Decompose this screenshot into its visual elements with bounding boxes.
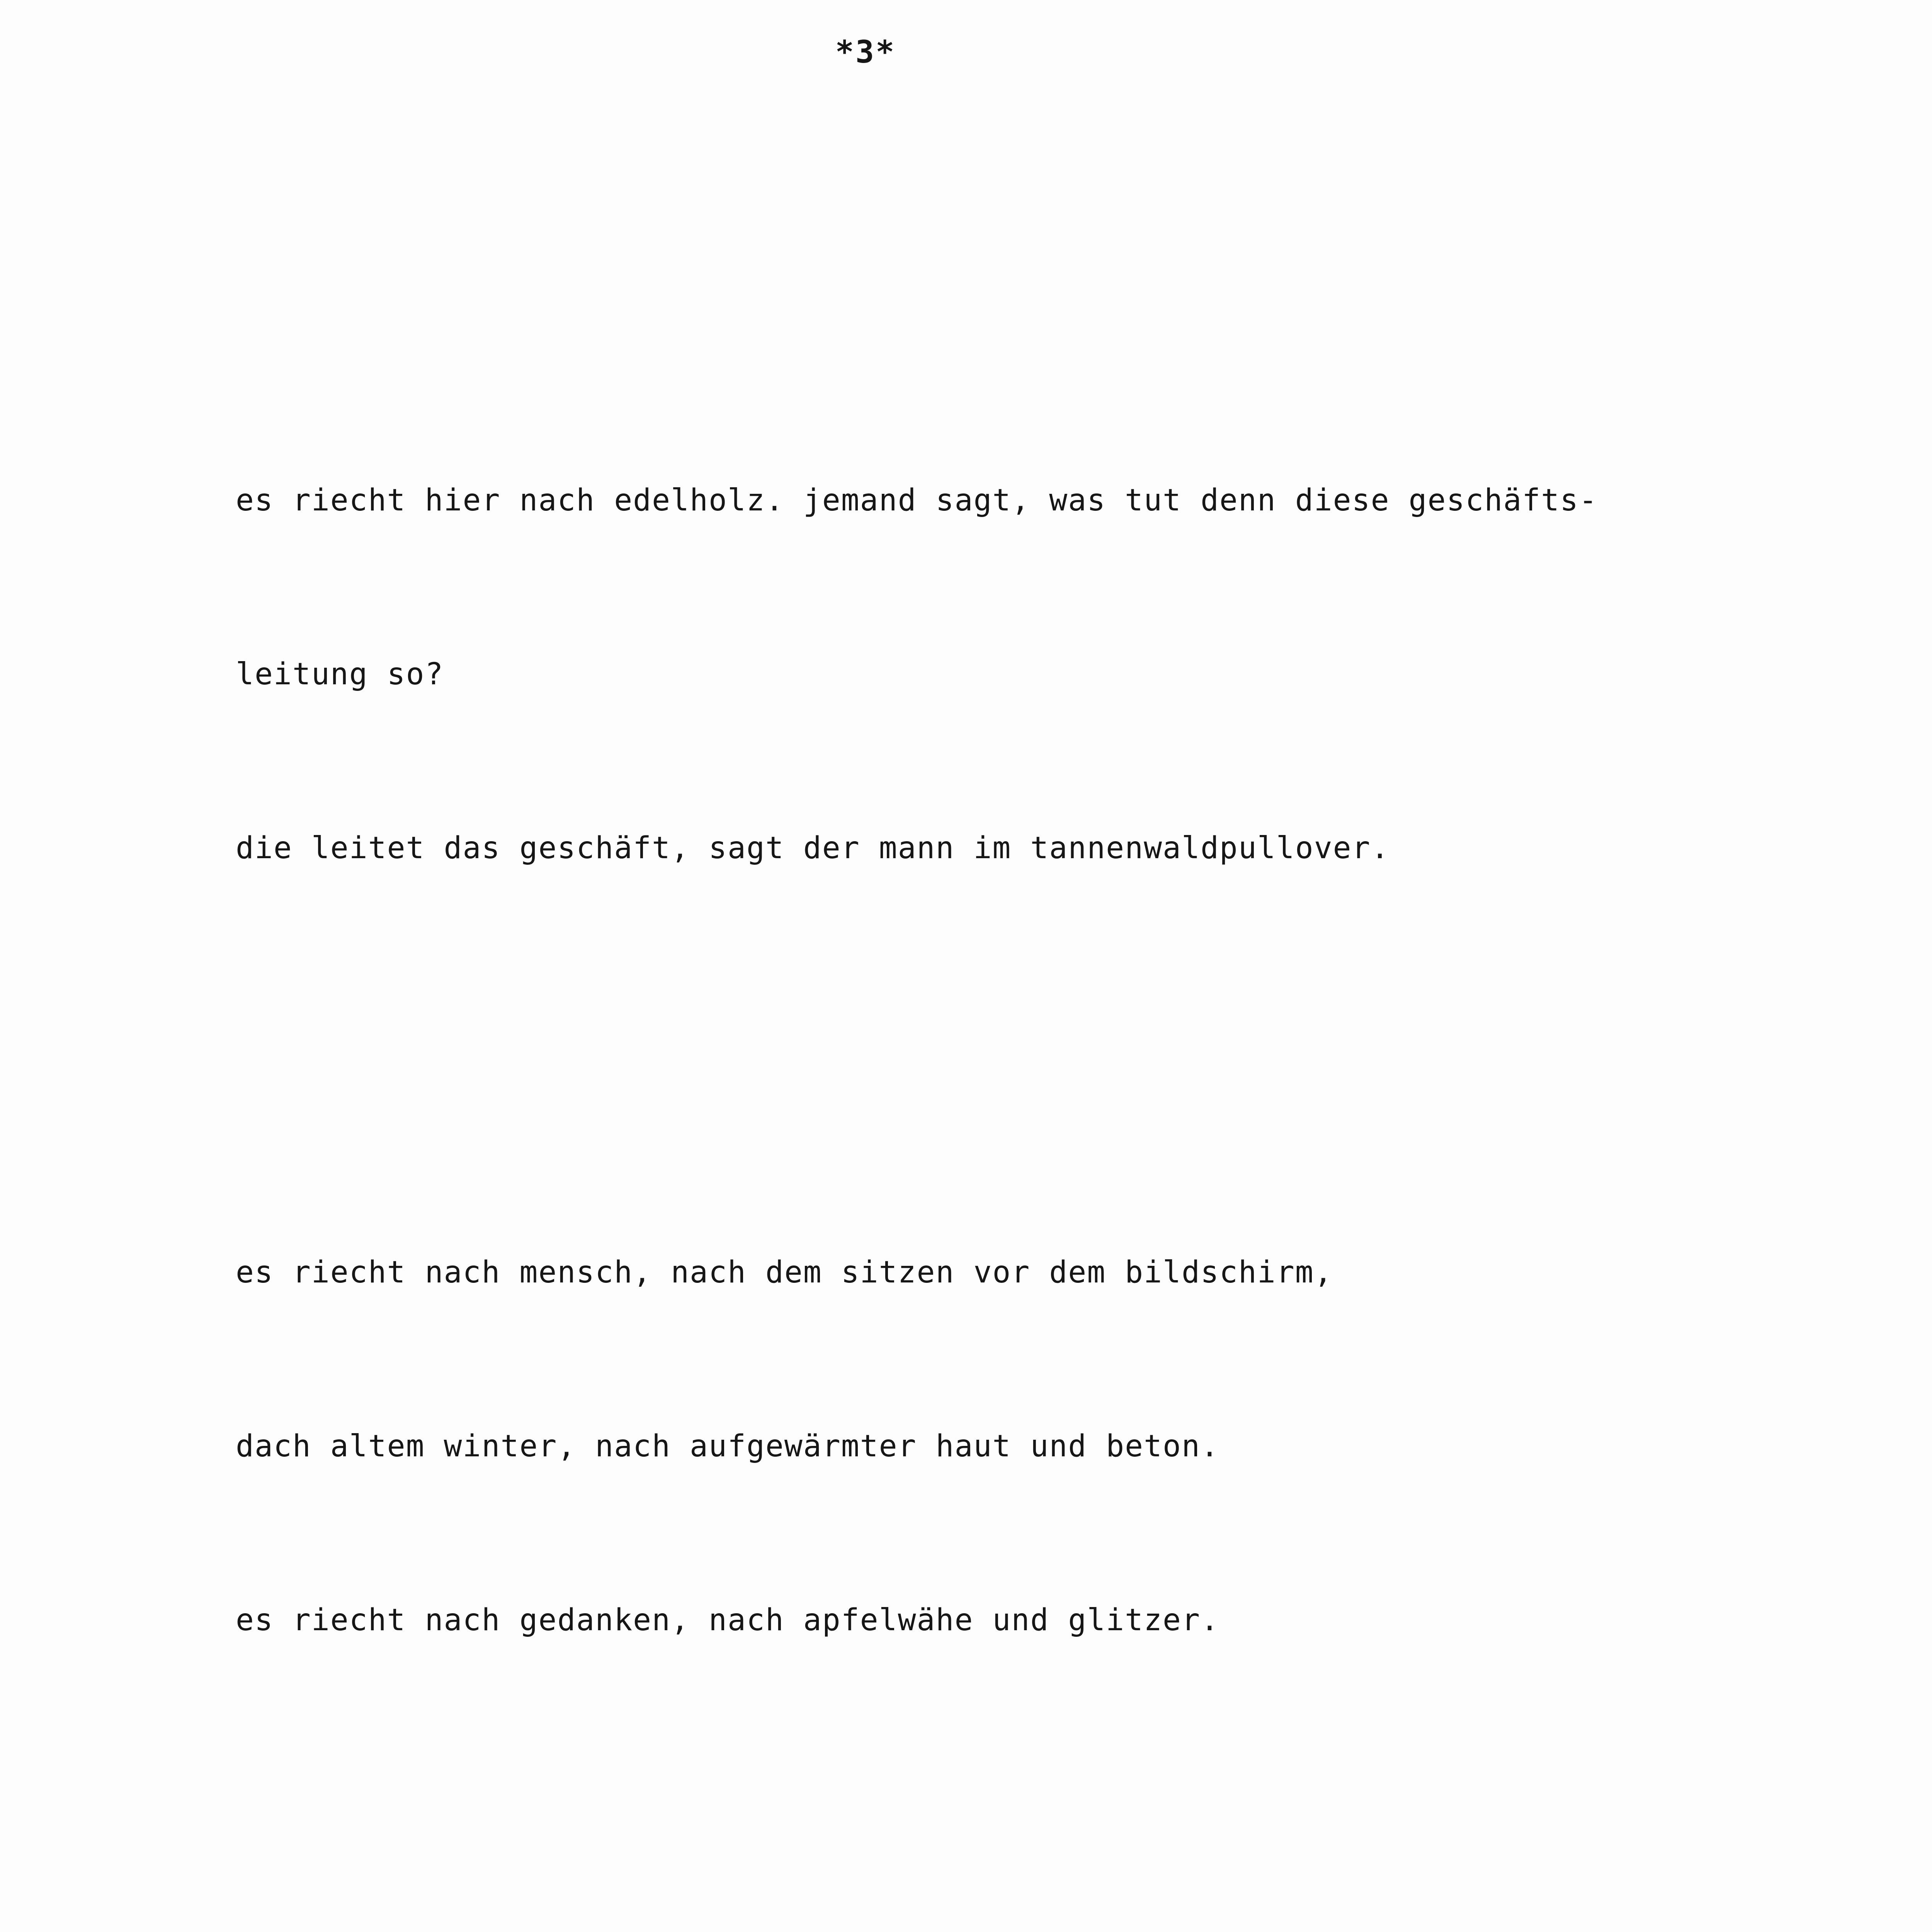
paragraph: [236, 355, 1932, 993]
text-body: [236, 240, 1932, 1932]
paragraph: [236, 1900, 1932, 1932]
page-number: *3*: [835, 34, 896, 70]
text-line: dach altem winter, nach aufgewärmter haut und beton.: [236, 1429, 1219, 1464]
text-line: die leitet das geschäft, sagt der mann im tannenwaldpullover.: [236, 831, 1390, 866]
text-line: es riecht nach gedanken, nach apfelwähe und glitzer.: [236, 1603, 1219, 1638]
text-line: es riecht nach mensch, nach dem sitzen vor dem bildschirm,: [236, 1255, 1333, 1290]
text-line: leitung so?: [236, 657, 444, 692]
paragraph: [236, 1128, 1932, 1765]
text-line: es riecht hier nach edelholz. jemand sagt, was tut denn diese geschäfts-: [236, 483, 1598, 518]
